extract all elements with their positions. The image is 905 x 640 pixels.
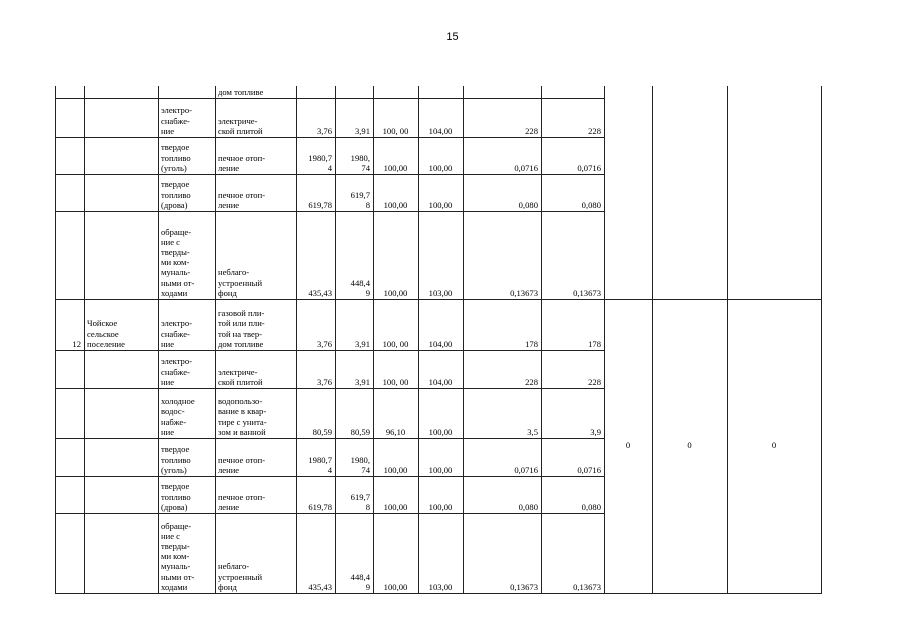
norm-value-2-line: 9: [365, 581, 370, 592]
norm-value-1-line: 1980,7: [308, 152, 332, 163]
consumption-method: [218, 455, 293, 475]
utility-service-line: твердое: [161, 444, 190, 455]
norm-value-2-line: 1980,: [350, 152, 370, 163]
consumption-method-line: вание в квар-: [218, 406, 267, 417]
consumption-method: [218, 153, 293, 173]
utility-service-line: набже-: [161, 416, 187, 427]
percent-2: 100,00: [428, 501, 453, 512]
table-rule: [335, 86, 336, 594]
percent-1: 100,00: [383, 162, 408, 173]
volume-1: 0,080: [518, 199, 538, 210]
norm-value-1: [299, 377, 332, 387]
norm-value-1-line: 619,78: [308, 501, 332, 512]
norm-value-2-line: 80,59: [350, 426, 370, 437]
utility-service-line: ходами: [161, 287, 188, 298]
volume-1: 0,0716: [514, 464, 538, 475]
table-rule: [418, 86, 419, 594]
norm-value-2-line: 3,91: [354, 125, 370, 136]
consumption-method-line: электриче-: [218, 366, 258, 377]
volume-2: 3,9: [590, 426, 601, 437]
utility-service-line: электро-: [161, 356, 193, 367]
consumption-method-line: неблаго-: [218, 561, 250, 572]
norm-value-2-line: 8: [365, 501, 370, 512]
utility-service: [161, 481, 212, 512]
utility-service-line: (уголь): [161, 464, 187, 475]
consumption-method-line: фонд: [218, 287, 237, 298]
norm-value-2-line: 619,7: [350, 491, 370, 502]
consumption-method-line: устроенный: [218, 277, 263, 288]
norm-value-2: [338, 278, 370, 298]
norm-value-1: [299, 288, 332, 298]
settlement-name-line: Чойское: [87, 318, 118, 329]
row-number: 12: [72, 338, 81, 349]
table-rule: [821, 86, 822, 594]
utility-service-line: снабже-: [161, 115, 190, 126]
consumption-method-line: электриче-: [218, 115, 258, 126]
norm-value-2: [338, 492, 370, 512]
percent-2: 100,00: [428, 162, 453, 173]
norm-value-1: [299, 502, 332, 512]
volume-1: 3,5: [527, 426, 538, 437]
consumption-method-line: неблаго-: [218, 267, 250, 278]
volume-2: 0,080: [581, 501, 601, 512]
table-rule: [55, 388, 605, 389]
volume-2: 228: [588, 376, 601, 387]
utility-service: [161, 179, 212, 210]
table-rule: [215, 86, 216, 594]
consumption-method-line: печное отоп-: [218, 454, 266, 465]
consumption-method-line: печное отоп-: [218, 189, 266, 200]
norm-value-1-line: 4: [327, 464, 332, 475]
utility-service-line: ными от-: [161, 277, 195, 288]
table-rule: [55, 299, 605, 300]
consumption-method-line: устроенный: [218, 571, 263, 582]
utility-service-line: тверды-: [161, 541, 190, 551]
utility-service-line: электро-: [161, 105, 193, 116]
table-rule: [55, 174, 605, 175]
utility-service: [161, 142, 212, 173]
table-rule: [55, 137, 605, 138]
table-rule: [463, 86, 464, 594]
utility-service-line: тверды-: [161, 247, 190, 257]
percent-1: 96,10: [385, 426, 406, 437]
utility-service-line: ние: [161, 426, 175, 437]
utility-service-line: (уголь): [161, 162, 187, 173]
utility-service-line: электро-: [161, 318, 193, 329]
table-rule: [373, 86, 374, 594]
consumption-method: [218, 396, 293, 437]
volume-2: 0,13673: [573, 581, 601, 592]
table-rule: [296, 86, 297, 594]
norm-value-2-line: 619,7: [350, 189, 370, 200]
consumption-method: [218, 561, 293, 592]
utility-service-line: ние: [161, 338, 175, 349]
norm-value-1: [299, 153, 332, 173]
norm-value-1-line: 1980,7: [308, 454, 332, 465]
volume-2: 228: [588, 125, 601, 136]
table-rule: [604, 86, 605, 594]
utility-service-line: топливо: [161, 152, 191, 163]
norm-value-1: [299, 200, 332, 210]
utility-service-line: ние: [161, 376, 175, 387]
norm-value-1-line: 3,76: [316, 376, 332, 387]
percent-2: 104,00: [428, 125, 453, 136]
norm-value-1: [299, 427, 332, 437]
consumption-method-line: дом топливе: [218, 86, 264, 97]
utility-service-line: муналь-: [161, 267, 191, 278]
norm-value-2-line: 3,91: [354, 338, 370, 349]
consumption-method-line: зом и ванной: [218, 426, 266, 437]
norm-value-2-line: 9: [365, 287, 370, 298]
settlement-name: [87, 318, 155, 349]
volume-1: 0,0716: [514, 162, 538, 173]
volume-1: 228: [525, 376, 538, 387]
utility-service-line: муналь-: [161, 561, 191, 572]
volume-1: 228: [525, 125, 538, 136]
utility-service: [161, 318, 212, 349]
volume-2: 0,0716: [577, 464, 601, 475]
norm-value-2: [338, 427, 370, 437]
consumption-method-line: ление: [218, 199, 240, 210]
utility-service-line: ние с: [161, 236, 180, 247]
utility-service-line: (дрова): [161, 501, 188, 512]
consumption-method: [218, 492, 293, 512]
consumption-method: [218, 190, 293, 210]
settlement-name-line: сельское: [87, 328, 119, 339]
table-rule: [55, 98, 605, 99]
norm-value-1-line: 3,76: [316, 125, 332, 136]
percent-2: 104,00: [428, 338, 453, 349]
norm-value-2-line: 74: [361, 464, 370, 475]
norm-value-1: [299, 126, 332, 136]
percent-1: 100, 00: [382, 338, 409, 349]
percent-1: 100,00: [383, 501, 408, 512]
norm-value-1-line: 619,78: [308, 199, 332, 210]
table-rule: [604, 299, 822, 300]
table-rule: [55, 513, 605, 514]
utility-service-line: обраще-: [161, 520, 192, 531]
utility-service-line: ходами: [161, 581, 188, 592]
norm-value-2: [338, 190, 370, 210]
utility-service-line: твердое: [161, 481, 190, 492]
consumption-method-line: ление: [218, 162, 240, 173]
norm-value-2-line: 8: [365, 199, 370, 210]
consumption-method-line: дом топливе: [218, 338, 264, 349]
utility-service-line: твердое: [161, 179, 190, 190]
table-rule: [604, 593, 822, 594]
utility-service-line: топливо: [161, 491, 191, 502]
table-rule: [727, 86, 728, 594]
consumption-method-line: фонд: [218, 581, 237, 592]
table-rule: [55, 438, 605, 439]
percent-1: 100,00: [383, 581, 408, 592]
volume-1: 0,13673: [510, 581, 538, 592]
merged-value: 0: [687, 440, 692, 450]
consumption-method-line: той на твер-: [218, 328, 262, 339]
volume-2: 0,080: [581, 199, 601, 210]
volume-1: 0,13673: [510, 287, 538, 298]
table-rule: [55, 350, 605, 351]
merged-value: 0: [625, 440, 631, 450]
consumption-method-line: печное отоп-: [218, 152, 266, 163]
consumption-method-line: ление: [218, 501, 240, 512]
norm-value-1: [299, 339, 332, 349]
utility-service-line: ми ком-: [161, 551, 190, 562]
norm-value-2-line: 74: [361, 162, 370, 173]
consumption-method: [218, 267, 293, 298]
norm-value-1-line: 435,43: [308, 581, 332, 592]
utility-service: [161, 227, 212, 298]
utility-service: [161, 356, 212, 387]
consumption-method: [218, 116, 293, 136]
norm-value-2: [338, 126, 370, 136]
table-rule: [158, 86, 159, 594]
consumption-method-line: ской плитой: [218, 125, 263, 136]
table-rule: [652, 86, 653, 594]
norm-value-1: [299, 582, 332, 592]
consumption-method-line: ление: [218, 464, 240, 475]
utility-service-line: снабже-: [161, 328, 190, 339]
table-rule: [55, 593, 605, 594]
utility-service-line: топливо: [161, 189, 191, 200]
consumption-method-line: печное отоп-: [218, 491, 266, 502]
norm-value-2-line: 448,4: [350, 571, 370, 582]
norm-value-2-line: 1980,: [350, 454, 370, 465]
percent-2: 103,00: [428, 581, 453, 592]
norm-value-2: [338, 377, 370, 387]
volume-2: 178: [588, 338, 601, 349]
table-rule: [55, 211, 605, 212]
norm-value-1-line: 435,43: [308, 287, 332, 298]
page-number: 15: [446, 31, 459, 43]
consumption-method: [218, 367, 293, 387]
norm-value-1-line: 4: [327, 162, 332, 173]
norm-value-1-line: 80,59: [312, 426, 332, 437]
utility-service-line: обраще-: [161, 226, 192, 237]
norm-value-1: [299, 455, 332, 475]
volume-1: 178: [525, 338, 538, 349]
norm-value-2: [338, 339, 370, 349]
utility-service-line: топливо: [161, 454, 191, 465]
norm-value-2: [338, 153, 370, 173]
utility-service-line: водос-: [161, 406, 185, 417]
consumption-method-line: ской плитой: [218, 376, 263, 387]
consumption-method: [218, 87, 293, 97]
table-rule: [84, 86, 85, 594]
utility-service-line: (дрова): [161, 199, 188, 210]
percent-2: 100,00: [428, 426, 453, 437]
utility-service-line: холодное: [161, 396, 195, 407]
norm-value-1-line: 3,76: [316, 338, 332, 349]
utility-service-line: ние с: [161, 530, 180, 541]
consumption-method: [218, 308, 293, 349]
utility-service-line: твердое: [161, 142, 190, 153]
utility-service: [161, 444, 212, 475]
percent-2: 100,00: [428, 199, 453, 210]
table-rule: [55, 86, 56, 594]
consumption-method-line: тире с унита-: [218, 416, 267, 427]
consumption-method-line: той или пли-: [218, 318, 265, 329]
volume-2: 0,0716: [577, 162, 601, 173]
utility-service-line: ными от-: [161, 571, 195, 582]
percent-1: 100,00: [383, 464, 408, 475]
norm-value-2: [338, 572, 370, 592]
consumption-method-line: газовой пли-: [218, 308, 265, 319]
percent-1: 100,00: [383, 199, 408, 210]
norm-value-2: [338, 455, 370, 475]
volume-2: 0,13673: [573, 287, 601, 298]
consumption-method-line: водопользо-: [218, 396, 263, 407]
utility-service: [161, 105, 212, 136]
percent-1: 100, 00: [382, 125, 409, 136]
utility-service-line: снабже-: [161, 366, 190, 377]
percent-2: 104,00: [428, 376, 453, 387]
percent-2: 103,00: [428, 287, 453, 298]
utility-service: [161, 521, 212, 592]
utility-service-line: ние: [161, 125, 175, 136]
percent-1: 100, 00: [382, 376, 409, 387]
settlement-name-line: поселение: [87, 338, 125, 349]
percent-2: 100,00: [428, 464, 453, 475]
merged-value: 0: [771, 440, 777, 450]
norm-value-2-line: 3,91: [354, 376, 370, 387]
norm-value-2-line: 448,4: [350, 277, 370, 288]
utility-service-line: ми ком-: [161, 257, 190, 268]
volume-1: 0,080: [518, 501, 538, 512]
utility-service: [161, 396, 212, 437]
percent-1: 100,00: [383, 287, 408, 298]
table-rule: [55, 476, 605, 477]
table-rule: [541, 86, 542, 594]
